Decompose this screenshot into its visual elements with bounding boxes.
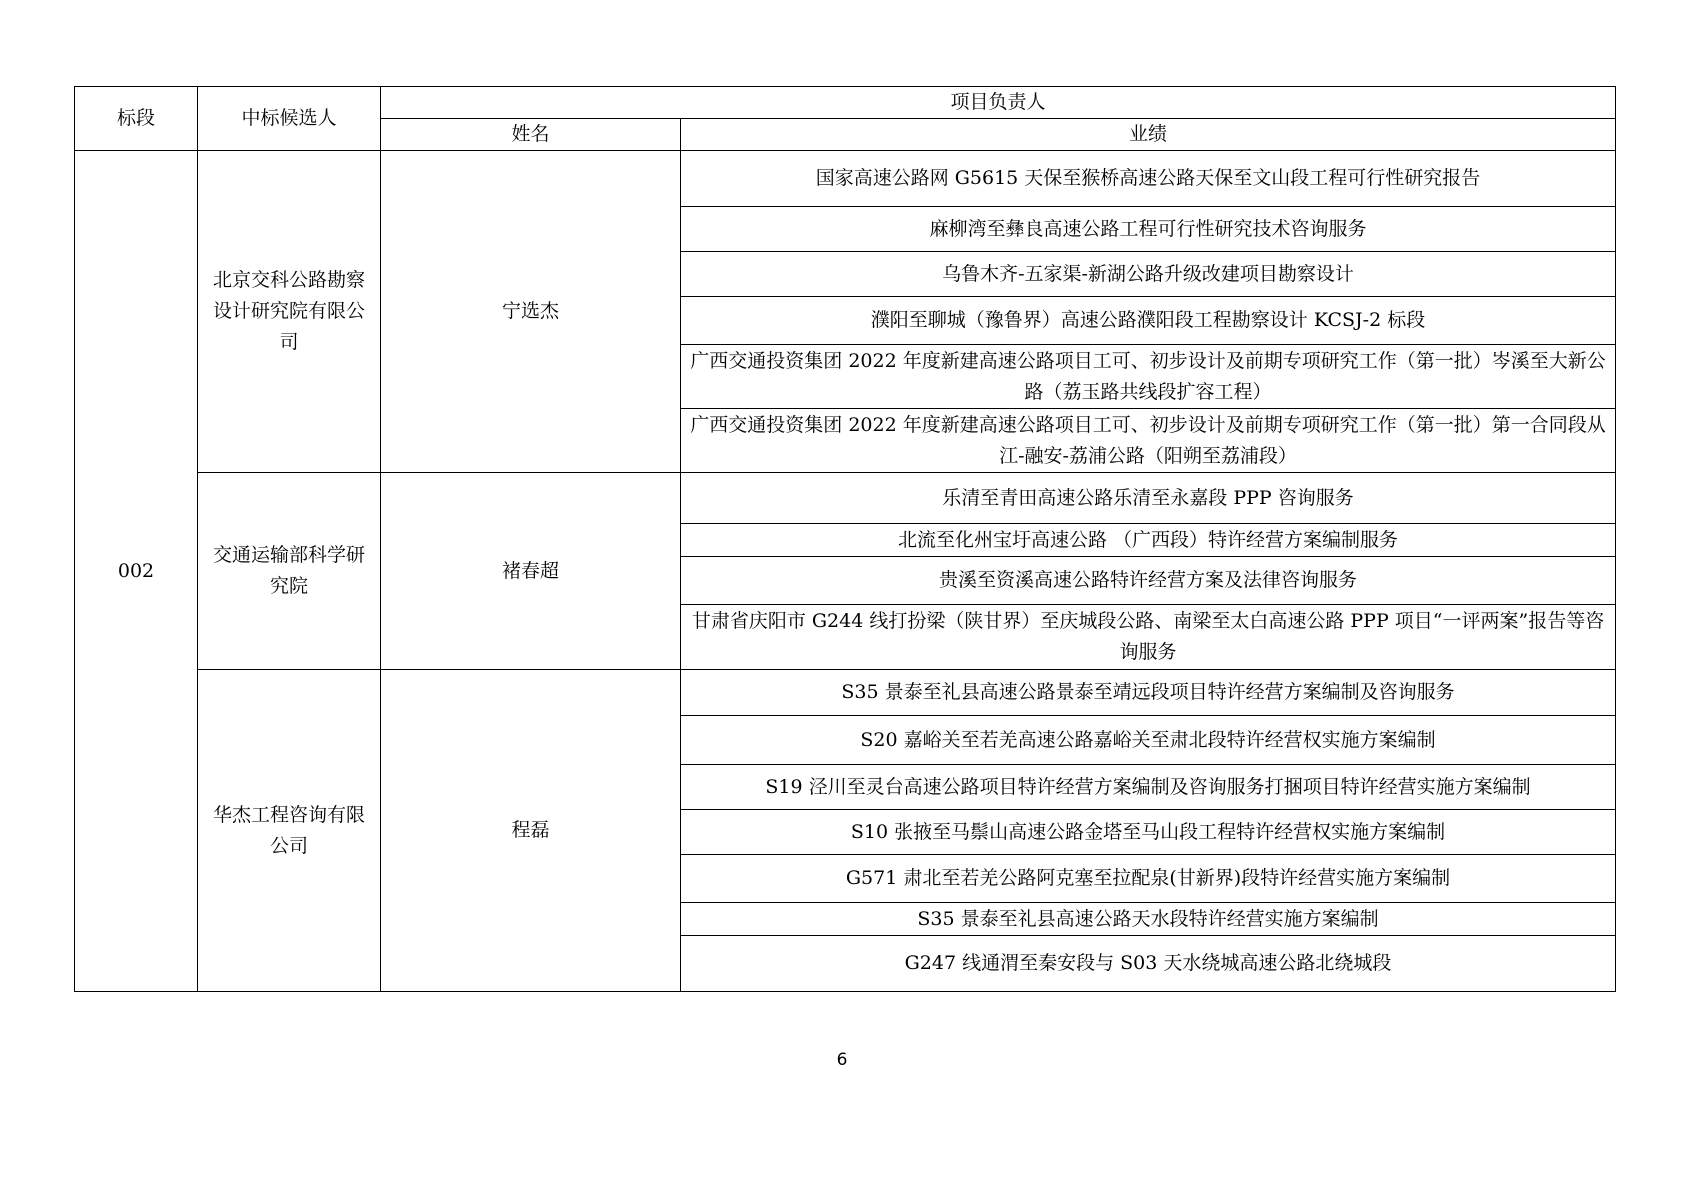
- performance-item: 贵溪至资溪高速公路特许经营方案及法律咨询服务: [681, 557, 1616, 605]
- performance-item: 乌鲁木齐-五家渠-新湖公路升级改建项目勘察设计: [681, 252, 1616, 297]
- candidate-cell: 北京交科公路勘察设计研究院有限公司: [198, 151, 381, 473]
- performance-item: S20 嘉峪关至若羌高速公路嘉峪关至肃北段特许经营权实施方案编制: [681, 716, 1616, 765]
- section-cell: 002: [75, 151, 198, 992]
- performance-item: 甘肃省庆阳市 G244 线打扮梁（陕甘界）至庆城段公路、南梁至太白高速公路 PPP 项目“一评两案”报告等咨询服务: [681, 605, 1616, 670]
- candidate-cell: 华杰工程咨询有限公司: [198, 670, 381, 992]
- page-number: 6: [836, 1050, 848, 1070]
- performance-item: S19 泾川至灵台高速公路项目特许经营方案编制及咨询服务打捆项目特许经营实施方案编制: [681, 765, 1616, 810]
- performance-item: 北流至化州宝圩高速公路 （广西段）特许经营方案编制服务: [681, 524, 1616, 557]
- performance-item: 麻柳湾至彝良高速公路工程可行性研究技术咨询服务: [681, 207, 1616, 252]
- candidate-cell: 交通运输部科学研究院: [198, 473, 381, 670]
- performance-item: 濮阳至聊城（豫鲁界）高速公路濮阳段工程勘察设计 KCSJ-2 标段: [681, 297, 1616, 345]
- performance-item: S35 景泰至礼县高速公路景泰至靖远段项目特许经营方案编制及咨询服务: [681, 670, 1616, 716]
- performance-table: [74, 86, 1616, 992]
- performance-item: 国家高速公路网 G5615 天保至猴桥高速公路天保至文山段工程可行性研究报告: [681, 151, 1616, 207]
- header-section: 标段: [75, 87, 198, 151]
- performance-item: S10 张掖至马鬃山高速公路金塔至马山段工程特许经营权实施方案编制: [681, 810, 1616, 855]
- manager-name-cell: 程磊: [381, 670, 681, 992]
- manager-name-cell: 褚春超: [381, 473, 681, 670]
- header-performance: 业绩: [681, 119, 1616, 151]
- performance-item: G571 肃北至若羌公路阿克塞至拉配泉(甘新界)段特许经营实施方案编制: [681, 855, 1616, 903]
- header-candidate: 中标候选人: [198, 87, 381, 151]
- header-manager: 项目负责人: [381, 87, 1616, 119]
- performance-item: S35 景泰至礼县高速公路天水段特许经营实施方案编制: [681, 903, 1616, 936]
- header-name: 姓名: [381, 119, 681, 151]
- manager-name-cell: 宁选杰: [381, 151, 681, 473]
- performance-item: 乐清至青田高速公路乐清至永嘉段 PPP 咨询服务: [681, 473, 1616, 524]
- performance-item: 广西交通投资集团 2022 年度新建高速公路项目工可、初步设计及前期专项研究工作（第一批）第一合同段从江-融安-荔浦公路（阳朔至荔浦段）: [681, 409, 1616, 473]
- performance-item: G247 线通渭至秦安段与 S03 天水绕城高速公路北绕城段: [681, 936, 1616, 992]
- performance-item: 广西交通投资集团 2022 年度新建高速公路项目工可、初步设计及前期专项研究工作（第一批）岑溪至大新公路（荔玉路共线段扩容工程）: [681, 345, 1616, 409]
